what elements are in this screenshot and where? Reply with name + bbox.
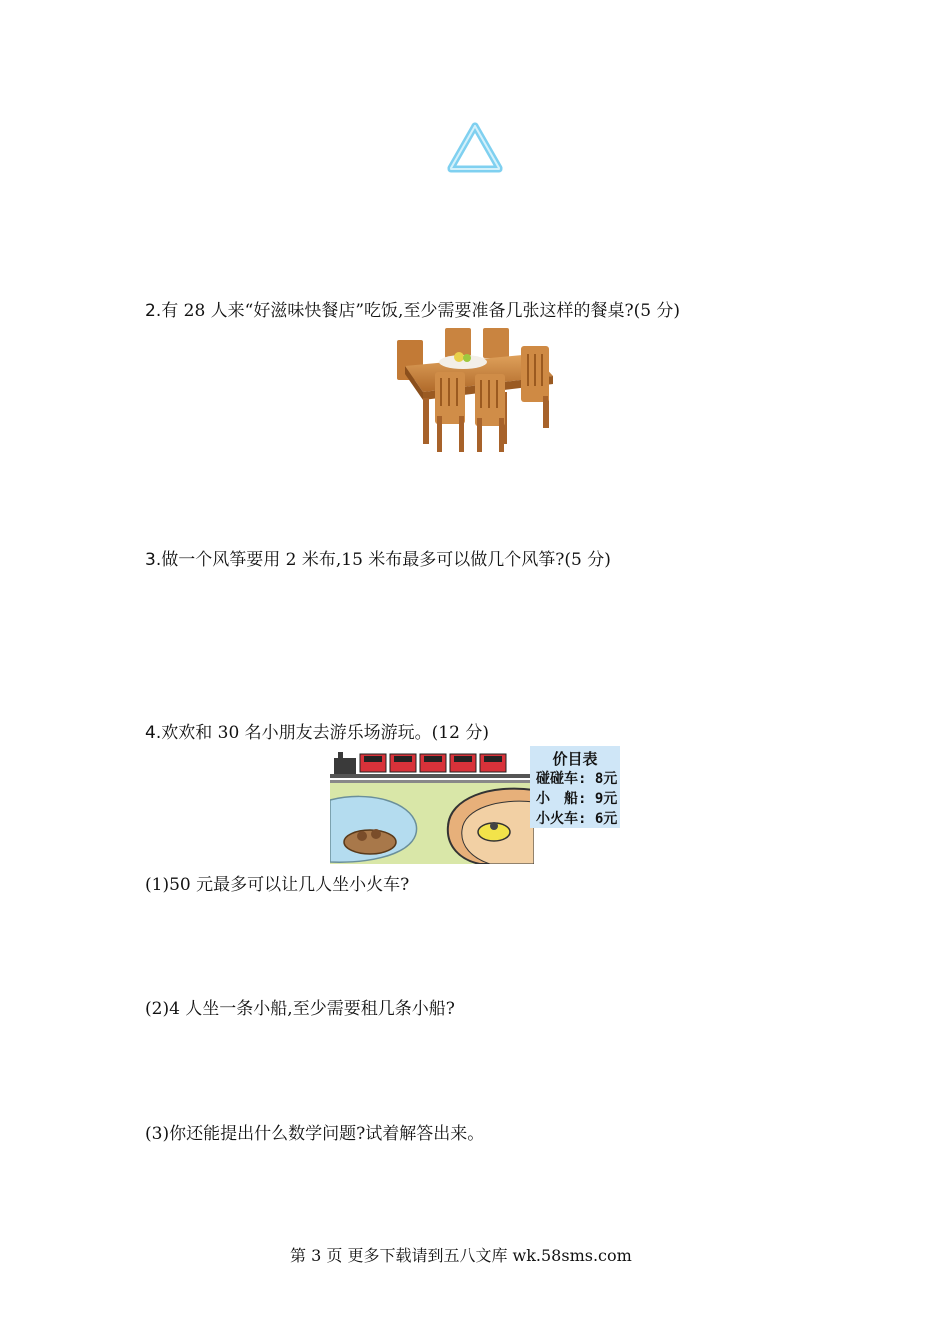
question-4-2: (2)4 人坐一条小船,至少需要租几条小船? <box>145 999 455 1019</box>
question-4-text: 欢欢和 30 名小朋友去游乐场游玩。(12 分) <box>161 723 489 743</box>
price-row-bumper-car: 碰碰车: 8元 <box>536 771 618 787</box>
price-row-train: 小火车: 6元 <box>536 811 618 827</box>
question-4-1: (1)50 元最多可以让几人坐小火车? <box>145 875 410 895</box>
price-table <box>530 746 620 828</box>
question-4-number: 4. <box>145 723 162 743</box>
triangle-sticks-figure <box>444 120 506 176</box>
amusement-park-image <box>330 746 534 864</box>
question-3-text: 做一个风筝要用 2 米布,15 米布最多可以做几个风筝?(5 分) <box>161 550 611 570</box>
question-2-number: 2. <box>145 301 162 321</box>
question-2 <box>145 300 680 322</box>
question-3 <box>145 549 611 571</box>
question-4 <box>145 722 489 744</box>
price-row-boat: 小 船: 9元 <box>536 791 618 807</box>
dining-table-image <box>383 326 567 454</box>
question-3-number: 3. <box>145 550 162 570</box>
question-2-text: 有 28 人来“好滋味快餐店”吃饭,至少需要准备几张这样的餐桌?(5 分) <box>161 301 681 321</box>
question-4-3: (3)你还能提出什么数学问题?试着解答出来。 <box>145 1124 485 1144</box>
price-table-title: 价目表 <box>552 750 598 768</box>
page-footer: 第 3 页 更多下载请到五八文库 wk.58sms.com <box>290 1246 632 1265</box>
